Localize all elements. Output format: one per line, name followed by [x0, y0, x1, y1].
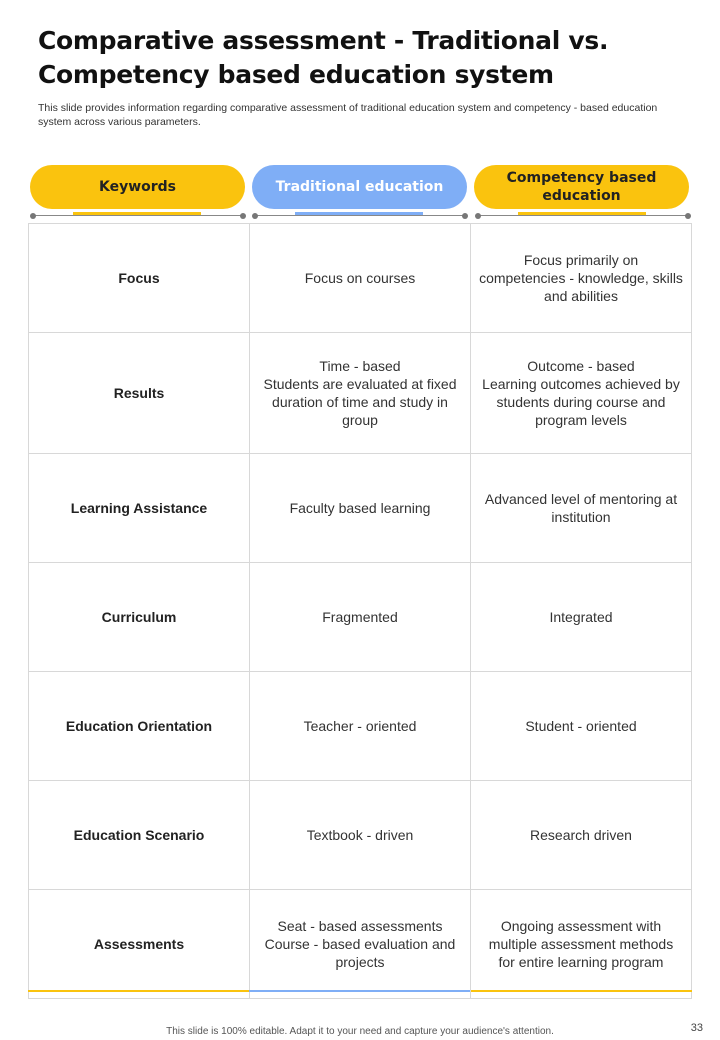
bottom-accent-bar — [249, 990, 470, 992]
table-row — [29, 454, 692, 563]
competency-cell: Focus primarily on competencies - knowledge, skills and abilities — [471, 224, 692, 332]
bottom-accent-bar — [28, 990, 249, 992]
slide-title: Comparative assessment - Traditional vs. Competency based education system — [38, 26, 609, 89]
comparison-table — [28, 223, 692, 999]
divider-dot — [240, 213, 246, 219]
divider-dot — [252, 213, 258, 219]
traditional-cell: Time - based Students are evaluated at fixed duration of time and study in group — [250, 333, 471, 453]
header-keywords: Keywords — [30, 165, 245, 209]
header-divider-line — [478, 215, 688, 216]
competency-cell: Ongoing assessment with multiple assessment methods for entire learning program — [471, 890, 692, 998]
row-keyword: Results — [29, 333, 250, 453]
table-row — [29, 223, 692, 333]
traditional-cell: Teacher - oriented — [250, 672, 471, 780]
row-keyword: Focus — [29, 224, 250, 332]
traditional-cell: Focus on courses — [250, 224, 471, 332]
header-competency-based-education: Competency based education — [474, 165, 689, 209]
footer-note: This slide is 100% editable. Adapt it to your need and capture your audience's attention. — [166, 1026, 554, 1037]
divider-dot — [462, 213, 468, 219]
divider-dot — [685, 213, 691, 219]
bottom-accent-bar — [471, 990, 692, 992]
competency-cell: Student - oriented — [471, 672, 692, 780]
slide-subtitle: This slide provides information regarding comparative assessment of traditional education system and competency - based education system across various parameters. — [38, 102, 658, 128]
traditional-cell: Seat - based assessments Course - based evaluation and projects — [250, 890, 471, 998]
table-row — [29, 333, 692, 454]
competency-cell: Advanced level of mentoring at institution — [471, 454, 692, 562]
table-row — [29, 672, 692, 781]
row-keyword: Learning Assistance — [29, 454, 250, 562]
header-divider-line — [33, 215, 243, 216]
row-keyword: Education Scenario — [29, 781, 250, 889]
competency-cell: Integrated — [471, 563, 692, 671]
row-keyword: Curriculum — [29, 563, 250, 671]
divider-dot — [475, 213, 481, 219]
page-number: 33 — [690, 1022, 703, 1034]
competency-cell: Research driven — [471, 781, 692, 889]
table-row — [29, 563, 692, 672]
traditional-cell: Textbook - driven — [250, 781, 471, 889]
traditional-cell: Fragmented — [250, 563, 471, 671]
competency-cell: Outcome - based Learning outcomes achieved by students during course and program levels — [471, 333, 692, 453]
traditional-cell: Faculty based learning — [250, 454, 471, 562]
table-row — [29, 890, 692, 999]
header-traditional-education: Traditional education — [252, 165, 467, 209]
table-row — [29, 781, 692, 890]
header-divider-line — [255, 215, 465, 216]
row-keyword: Assessments — [29, 890, 250, 998]
divider-dot — [30, 213, 36, 219]
row-keyword: Education Orientation — [29, 672, 250, 780]
